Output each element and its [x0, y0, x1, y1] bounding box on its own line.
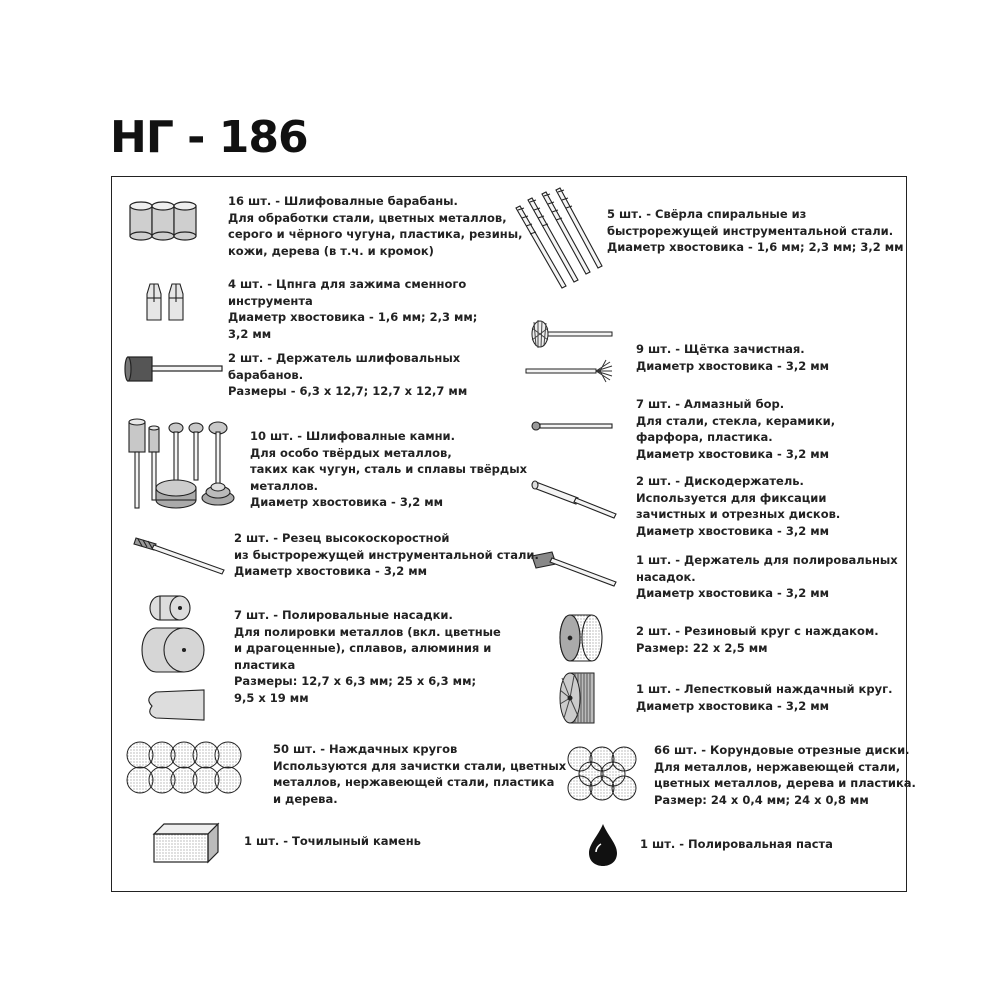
diamond-bur-icon	[530, 416, 614, 436]
polishing-wheels-icon	[138, 594, 212, 722]
item-drum-holder: 2 шт. - Держатель шлифовальных барабанов. Размеры - 6,3 х 12,7; 12,7 х 12,7 мм	[228, 351, 468, 398]
item-drill-bits: 5 шт. - Свёрла спиральные из быстрорежущей инструментальной стали. Диаметр хвостовика - 1,6 мм; 2,3 мм; 3,2 мм	[607, 207, 904, 254]
sanding-discs-icon	[124, 740, 254, 798]
item-grinding-stones: 10 шт. - Шлифовалные камни. Для особо твёрдых металлов, таких как чугун, сталь и сплавы твёрдых металлов. Диаметр хвостовика - 3,2 мм	[250, 429, 528, 509]
item-polishing-holder: 1 шт. - Держатель для полировальных насадок. Диаметр хвостовика - 3,2 мм	[636, 553, 898, 600]
item-diamond-bur: 7 шт. - Алмазный бор. Для стали, стекла, керамики, фарфора, пластика. Диаметр хвостовика - 3,2 мм	[636, 397, 836, 461]
rubber-wheel-icon	[556, 612, 604, 664]
cutoff-discs-icon	[564, 744, 646, 806]
item-sanding-drums: 16 шт. - Шлифовалные барабаны. Для обработки стали, цветных металлов, серого и чёрного чугуна, пластика, резины, кожи, дерева (в т.ч. и кромок)	[228, 194, 523, 258]
flap-wheel-icon	[556, 670, 604, 726]
page-title: НГ - 186	[110, 112, 308, 163]
item-polishing-paste: 1 шт. - Полировальная паста	[640, 837, 833, 851]
item-sanding-discs: 50 шт. - Наждачных кругов Используются для зачистки стали, цветных металлов, нержавеющей стали, пластика и дерева.	[273, 742, 567, 806]
item-cutoff-discs: 66 шт. - Корундовые отрезные диски. Для металлов, нержавеющей стали, цветных металлов, дерева и пластика. Размер: 24 х 0,4 мм; 24 х 0,8 мм	[654, 743, 916, 807]
drum-holder-icon	[124, 352, 224, 384]
mandrel-icon	[530, 476, 620, 522]
drill-bits-icon	[510, 188, 606, 292]
wire-brush-icon	[522, 318, 614, 382]
grinding-stones-icon	[124, 414, 242, 514]
collet-icon	[142, 280, 190, 330]
item-rubber-wheel: 2 шт. - Резиновый круг с наждаком. Размер: 22 х 2,5 мм	[636, 624, 879, 655]
polishing-holder-icon	[530, 548, 620, 592]
item-sharpening-stone: 1 шт. - Точилыный камень	[244, 834, 421, 848]
item-cutter: 2 шт. - Резец высокоскоростной из быстрорежущей инструментальной стали. Диаметр хвостовика - 3,2 мм	[234, 531, 539, 578]
item-flap-wheel: 1 шт. - Лепестковый наждачный круг. Диаметр хвостовика - 3,2 мм	[636, 682, 893, 713]
polishing-paste-icon	[586, 822, 620, 868]
item-mandrel: 2 шт. - Дискодержатель. Используется для фиксации зачистных и отрезных дисков. Диаметр хвостовика - 3,2 мм	[636, 474, 841, 538]
sharpening-stone-icon	[150, 822, 222, 864]
sanding-drums-icon	[128, 200, 200, 242]
item-collet: 4 шт. - Цпнга для зажима сменного инструмента Диаметр хвостовика - 1,6 мм; 2,3 мм; 3,2 мм	[228, 277, 478, 341]
item-polishing-wheels: 7 шт. - Полировальные насадки. Для полировки металлов (вкл. цветные и драгоценные), сплавов, алюминия и пластика Размеры: 12,7 х 6,3 мм; 25 х 6,3 мм; 9,5 х 19 мм	[234, 608, 501, 705]
item-wire-brush: 9 шт. - Щётка зачистная. Диаметр хвостовика - 3,2 мм	[636, 342, 829, 373]
cutter-icon	[130, 530, 230, 578]
